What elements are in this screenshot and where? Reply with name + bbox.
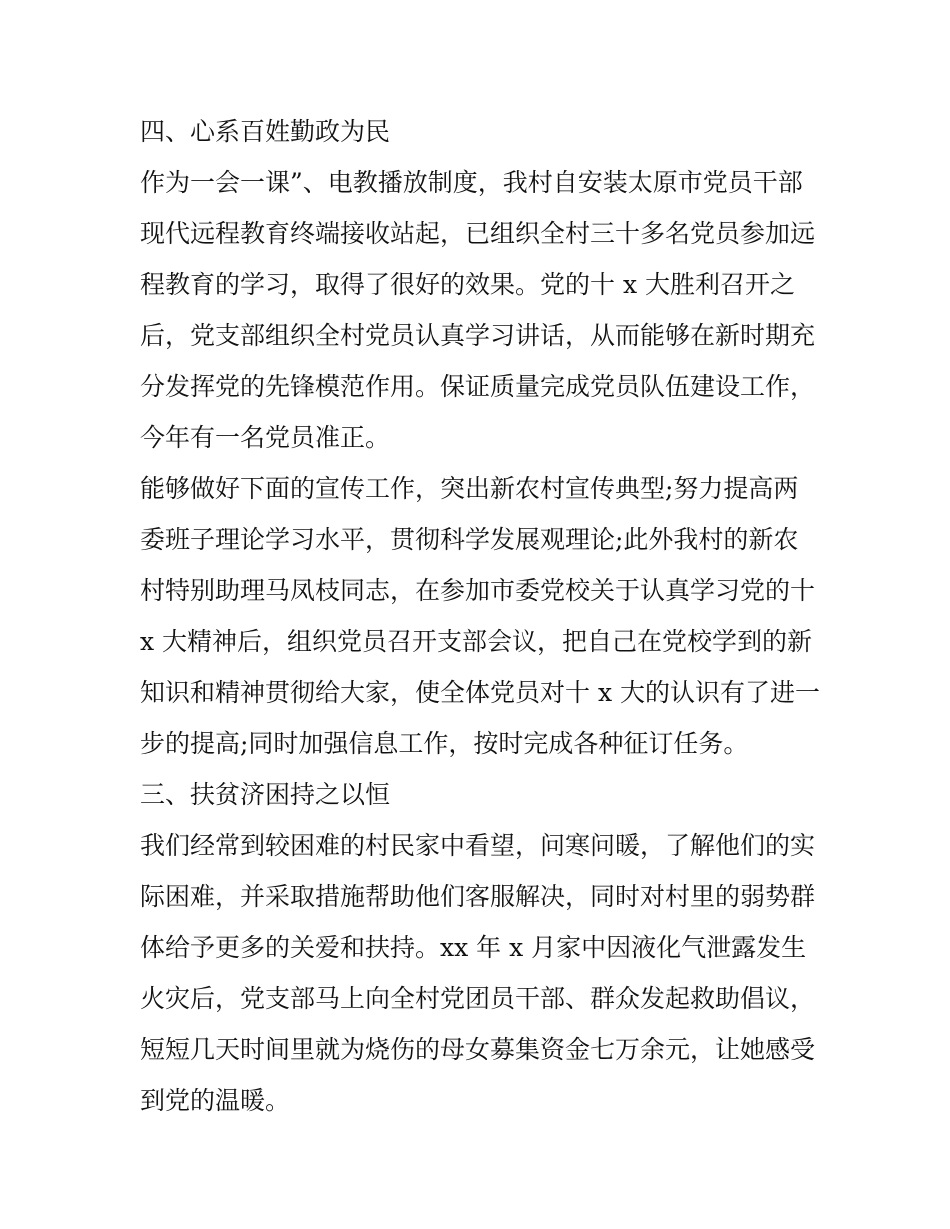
paragraph-line: 能够做好下面的宣传工作，突出新农村宣传典型;努力提高两 <box>140 474 799 503</box>
heading-section-four: 四、心系百姓勤政为民 <box>140 117 391 146</box>
paragraph-line: 现代远程教育终端接收站起，已组织全村三十多名党员参加远 <box>140 219 816 248</box>
paragraph-line: 火灾后，党支部马上向全村党团员干部、群众发起救助倡议， <box>140 984 816 1013</box>
heading-section-three: 三、扶贫济困持之以恒 <box>140 780 391 809</box>
paragraph-line: 步的提高;同时加强信息工作，按时完成各种征订任务。 <box>140 729 749 758</box>
paragraph-line: x 大精神后，组织党员召开支部会议，把自己在党校学到的新 <box>140 627 813 656</box>
paragraph-line: 到党的温暖。 <box>140 1086 291 1115</box>
paragraph-line: 体给予更多的关爱和扶持。xx 年 x 月家中因液化气泄露发生 <box>140 933 807 962</box>
paragraph-line: 村特别助理马凤枝同志，在参加市委党校关于认真学习党的十 <box>140 576 816 605</box>
paragraph-line: 今年有一名党员准正。 <box>140 423 391 452</box>
document-body <box>140 106 820 1126</box>
paragraph-line: 际困难，并采取措施帮助他们客服解决，同时对村里的弱势群 <box>140 882 816 911</box>
paragraph-line: 我们经常到较困难的村民家中看望，问寒问暖，了解他们的实 <box>140 831 816 860</box>
paragraph-line: 作为一会一课”、电教播放制度，我村自安装太原市党员干部 <box>140 168 803 197</box>
paragraph-line: 知识和精神贯彻给大家，使全体党员对十 x 大的认识有了进一 <box>140 678 820 707</box>
paragraph-line: 分发挥党的先锋模范作用。保证质量完成党员队伍建设工作， <box>140 372 816 401</box>
paragraph-line: 委班子理论学习水平，贯彻科学发展观理论;此外我村的新农 <box>140 525 799 554</box>
paragraph-line: 短短几天时间里就为烧伤的母女募集资金七万余元，让她感受 <box>140 1035 816 1064</box>
paragraph-line: 程教育的学习，取得了很好的效果。党的十 x 大胜利召开之 <box>140 270 795 299</box>
paragraph-line: 后，党支部组织全村党员认真学习讲话，从而能够在新时期充 <box>140 321 816 350</box>
